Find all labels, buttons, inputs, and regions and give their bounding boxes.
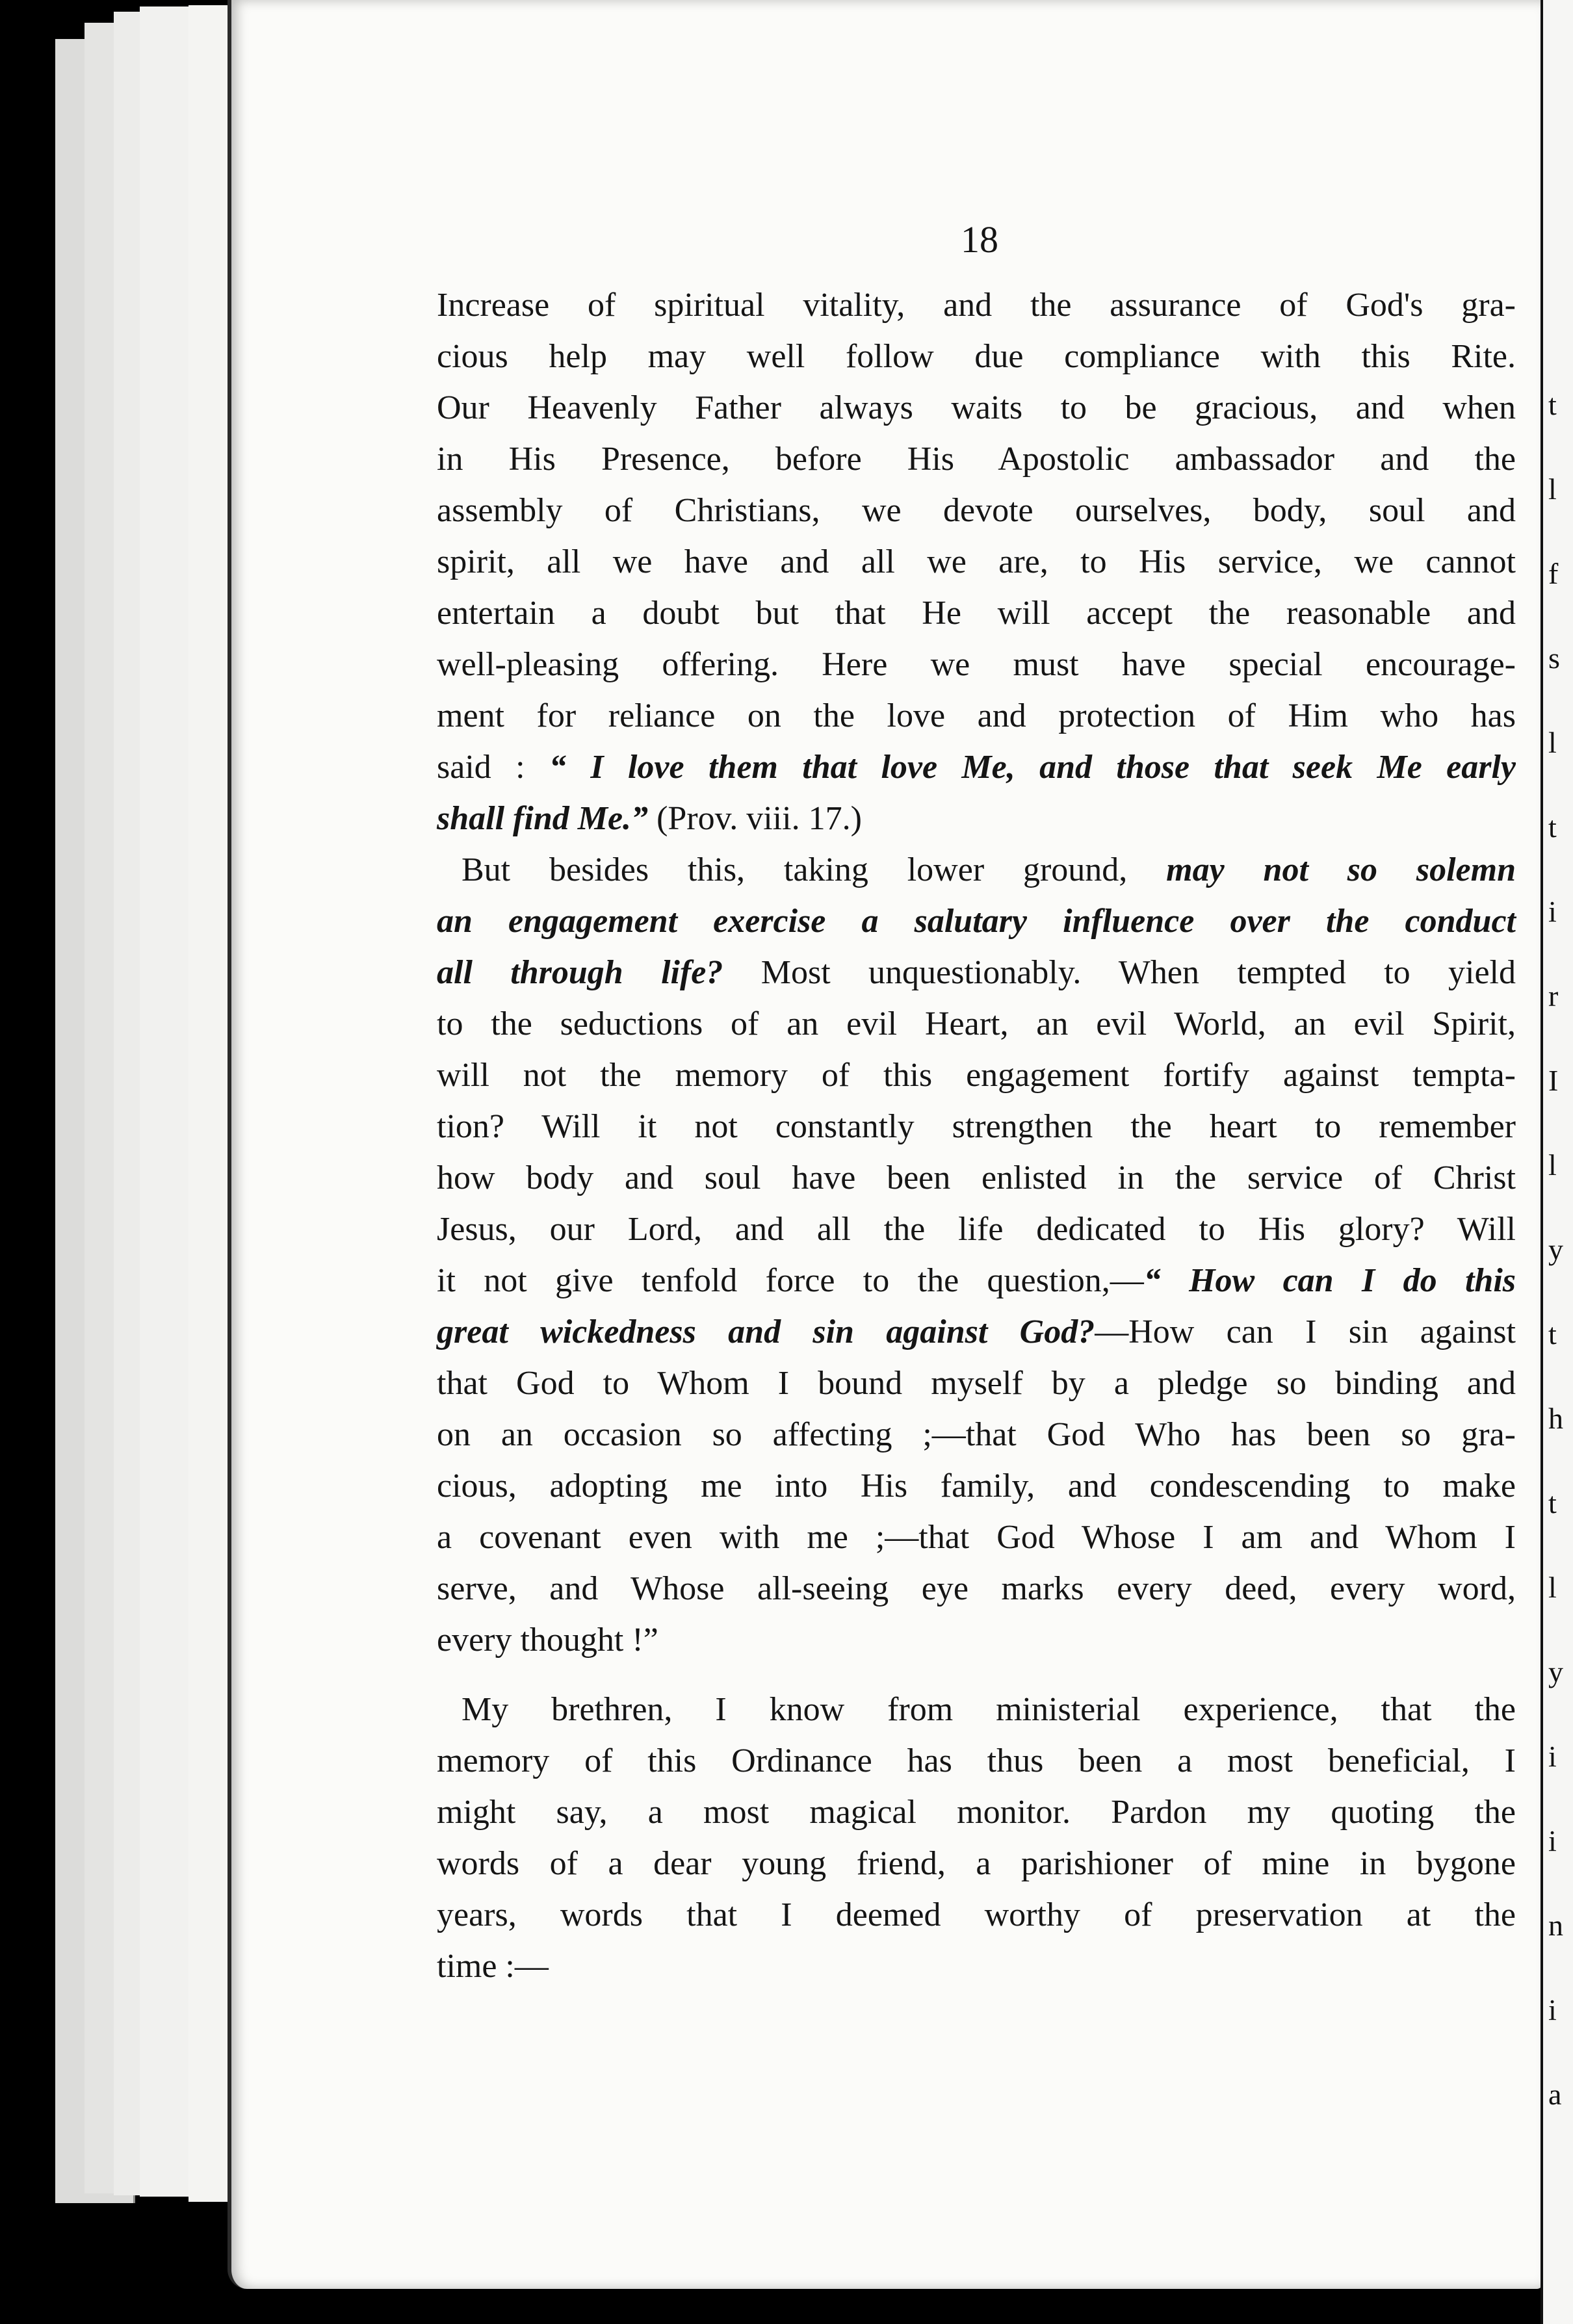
text-line (437, 793, 1516, 844)
paragraph-2 (437, 844, 1516, 1666)
facing-page-glyph: i (1548, 1993, 1557, 2026)
text-line: years, words that I deemed worthy of preservation at the (437, 1896, 1516, 1933)
text-line: serve, and Whose all-seeing eye marks every deed, every word, (437, 1570, 1516, 1607)
text-line (437, 844, 1516, 896)
text-span: But besides this, taking lower ground, (462, 851, 1167, 888)
scripture-quote: shall find Me.” (437, 800, 649, 837)
facing-page-glyph: y (1548, 1233, 1563, 1266)
scripture-reference: (Prov. viii. 17.) (648, 800, 862, 837)
facing-page-glyph: l (1548, 472, 1557, 506)
facing-page-glyph: f (1548, 557, 1559, 590)
emphasis: an engagement exercise a salutary influence over the conduct (437, 903, 1516, 940)
text-line: might say, a most magical monitor. Pardon my quoting the (437, 1794, 1516, 1831)
paragraph-1 (437, 279, 1516, 844)
scripture-quote: “ How can I do this (1143, 1262, 1516, 1299)
scripture-quote: great wickedness and sin against God? (437, 1313, 1095, 1350)
text-line: tion? Will it not constantly strengthen the heart to remember (437, 1108, 1516, 1145)
text-line: will not the memory of this engagement fortify against tempta- (437, 1057, 1516, 1094)
facing-page-glyph: r (1548, 979, 1559, 1013)
facing-page-glyph: I (1548, 1064, 1559, 1097)
facing-page-glyph: l (1548, 726, 1557, 759)
text-span: it not give tenfold force to the question,— (437, 1262, 1144, 1299)
facing-page-glyph: a (1548, 2078, 1562, 2111)
text-line (437, 742, 1516, 793)
text-line: My brethren, I know from ministerial experience, that the (462, 1691, 1516, 1728)
text-line: spirit, all we have and all we are, to His service, we cannot (437, 543, 1516, 580)
text-line: that God to Whom I bound myself by a pledge so binding and (437, 1365, 1516, 1402)
paragraph-3 (437, 1684, 1516, 1992)
facing-page-glyph: n (1548, 1909, 1563, 1942)
facing-page-glyph: i (1548, 1824, 1557, 1857)
facing-page-fragment (1540, 0, 1573, 2324)
text-line: every thought !” (437, 1621, 658, 1659)
scripture-quote: “ I love them that love Me, and those that seek Me early (549, 749, 1516, 786)
text-line: in His Presence, before His Apostolic ambassador and the (437, 441, 1516, 478)
text-line: well-pleasing offering. Here we must have special encourage- (437, 646, 1516, 683)
text-line (437, 947, 1516, 998)
emphasis: all through life? (437, 954, 723, 991)
text-line: how body and soul have been enlisted in the service of Christ (437, 1159, 1516, 1196)
text-line: a covenant even with me ;—that God Whose I am and Whom I (437, 1519, 1516, 1556)
text-line (437, 1306, 1516, 1358)
text-line: to the seductions of an evil Heart, an evil World, an evil Spirit, (437, 1005, 1516, 1042)
text-line: Jesus, our Lord, and all the life dedicated to His glory? Will (437, 1211, 1516, 1248)
text-line (437, 1255, 1516, 1306)
facing-page-glyph: h (1548, 1402, 1563, 1435)
text-line: ment for reliance on the love and protection of Him who has (437, 697, 1516, 734)
facing-page-glyph: i (1548, 895, 1557, 928)
text-line: cious help may well follow due compliance with this Rite. (437, 338, 1516, 375)
quote-lead: said : (437, 749, 549, 786)
page-number: 18 (961, 218, 998, 261)
facing-page-glyph: t (1548, 388, 1557, 421)
text-line: words of a dear young friend, a parishioner of mine in bygone (437, 1845, 1516, 1882)
text-span: —How can I sin against (1095, 1313, 1516, 1350)
facing-page-glyph: l (1548, 1571, 1557, 1604)
text-line (437, 896, 1516, 947)
facing-page-glyph: y (1548, 1655, 1563, 1688)
facing-page-glyph: t (1548, 1486, 1557, 1519)
text-line: on an occasion so affecting ;—that God Who has been so gra- (437, 1416, 1516, 1453)
facing-page-glyph: l (1548, 1148, 1557, 1181)
text-span: Most unquestionably. When tempted to yield (723, 954, 1516, 991)
text-line: time :— (437, 1948, 549, 1985)
text-line: memory of this Ordinance has thus been a most beneficial, I (437, 1742, 1516, 1779)
facing-page-glyph: s (1548, 641, 1560, 675)
facing-page-glyph: t (1548, 810, 1557, 844)
text-line: assembly of Christians, we devote ourselves, body, soul and (437, 492, 1516, 529)
text-line: Our Heavenly Father always waits to be gracious, and when (437, 389, 1516, 426)
body-text (437, 279, 1516, 1992)
text-line: cious, adopting me into His family, and condescending to make (437, 1467, 1516, 1504)
facing-page-glyph: i (1548, 1740, 1557, 1773)
emphasis: may not so solemn (1166, 851, 1516, 888)
text-line: Increase of spiritual vitality, and the assurance of God's gra- (437, 287, 1516, 324)
text-line: entertain a doubt but that He will accept the reasonable and (437, 595, 1516, 632)
facing-page-glyph: t (1548, 1317, 1557, 1350)
